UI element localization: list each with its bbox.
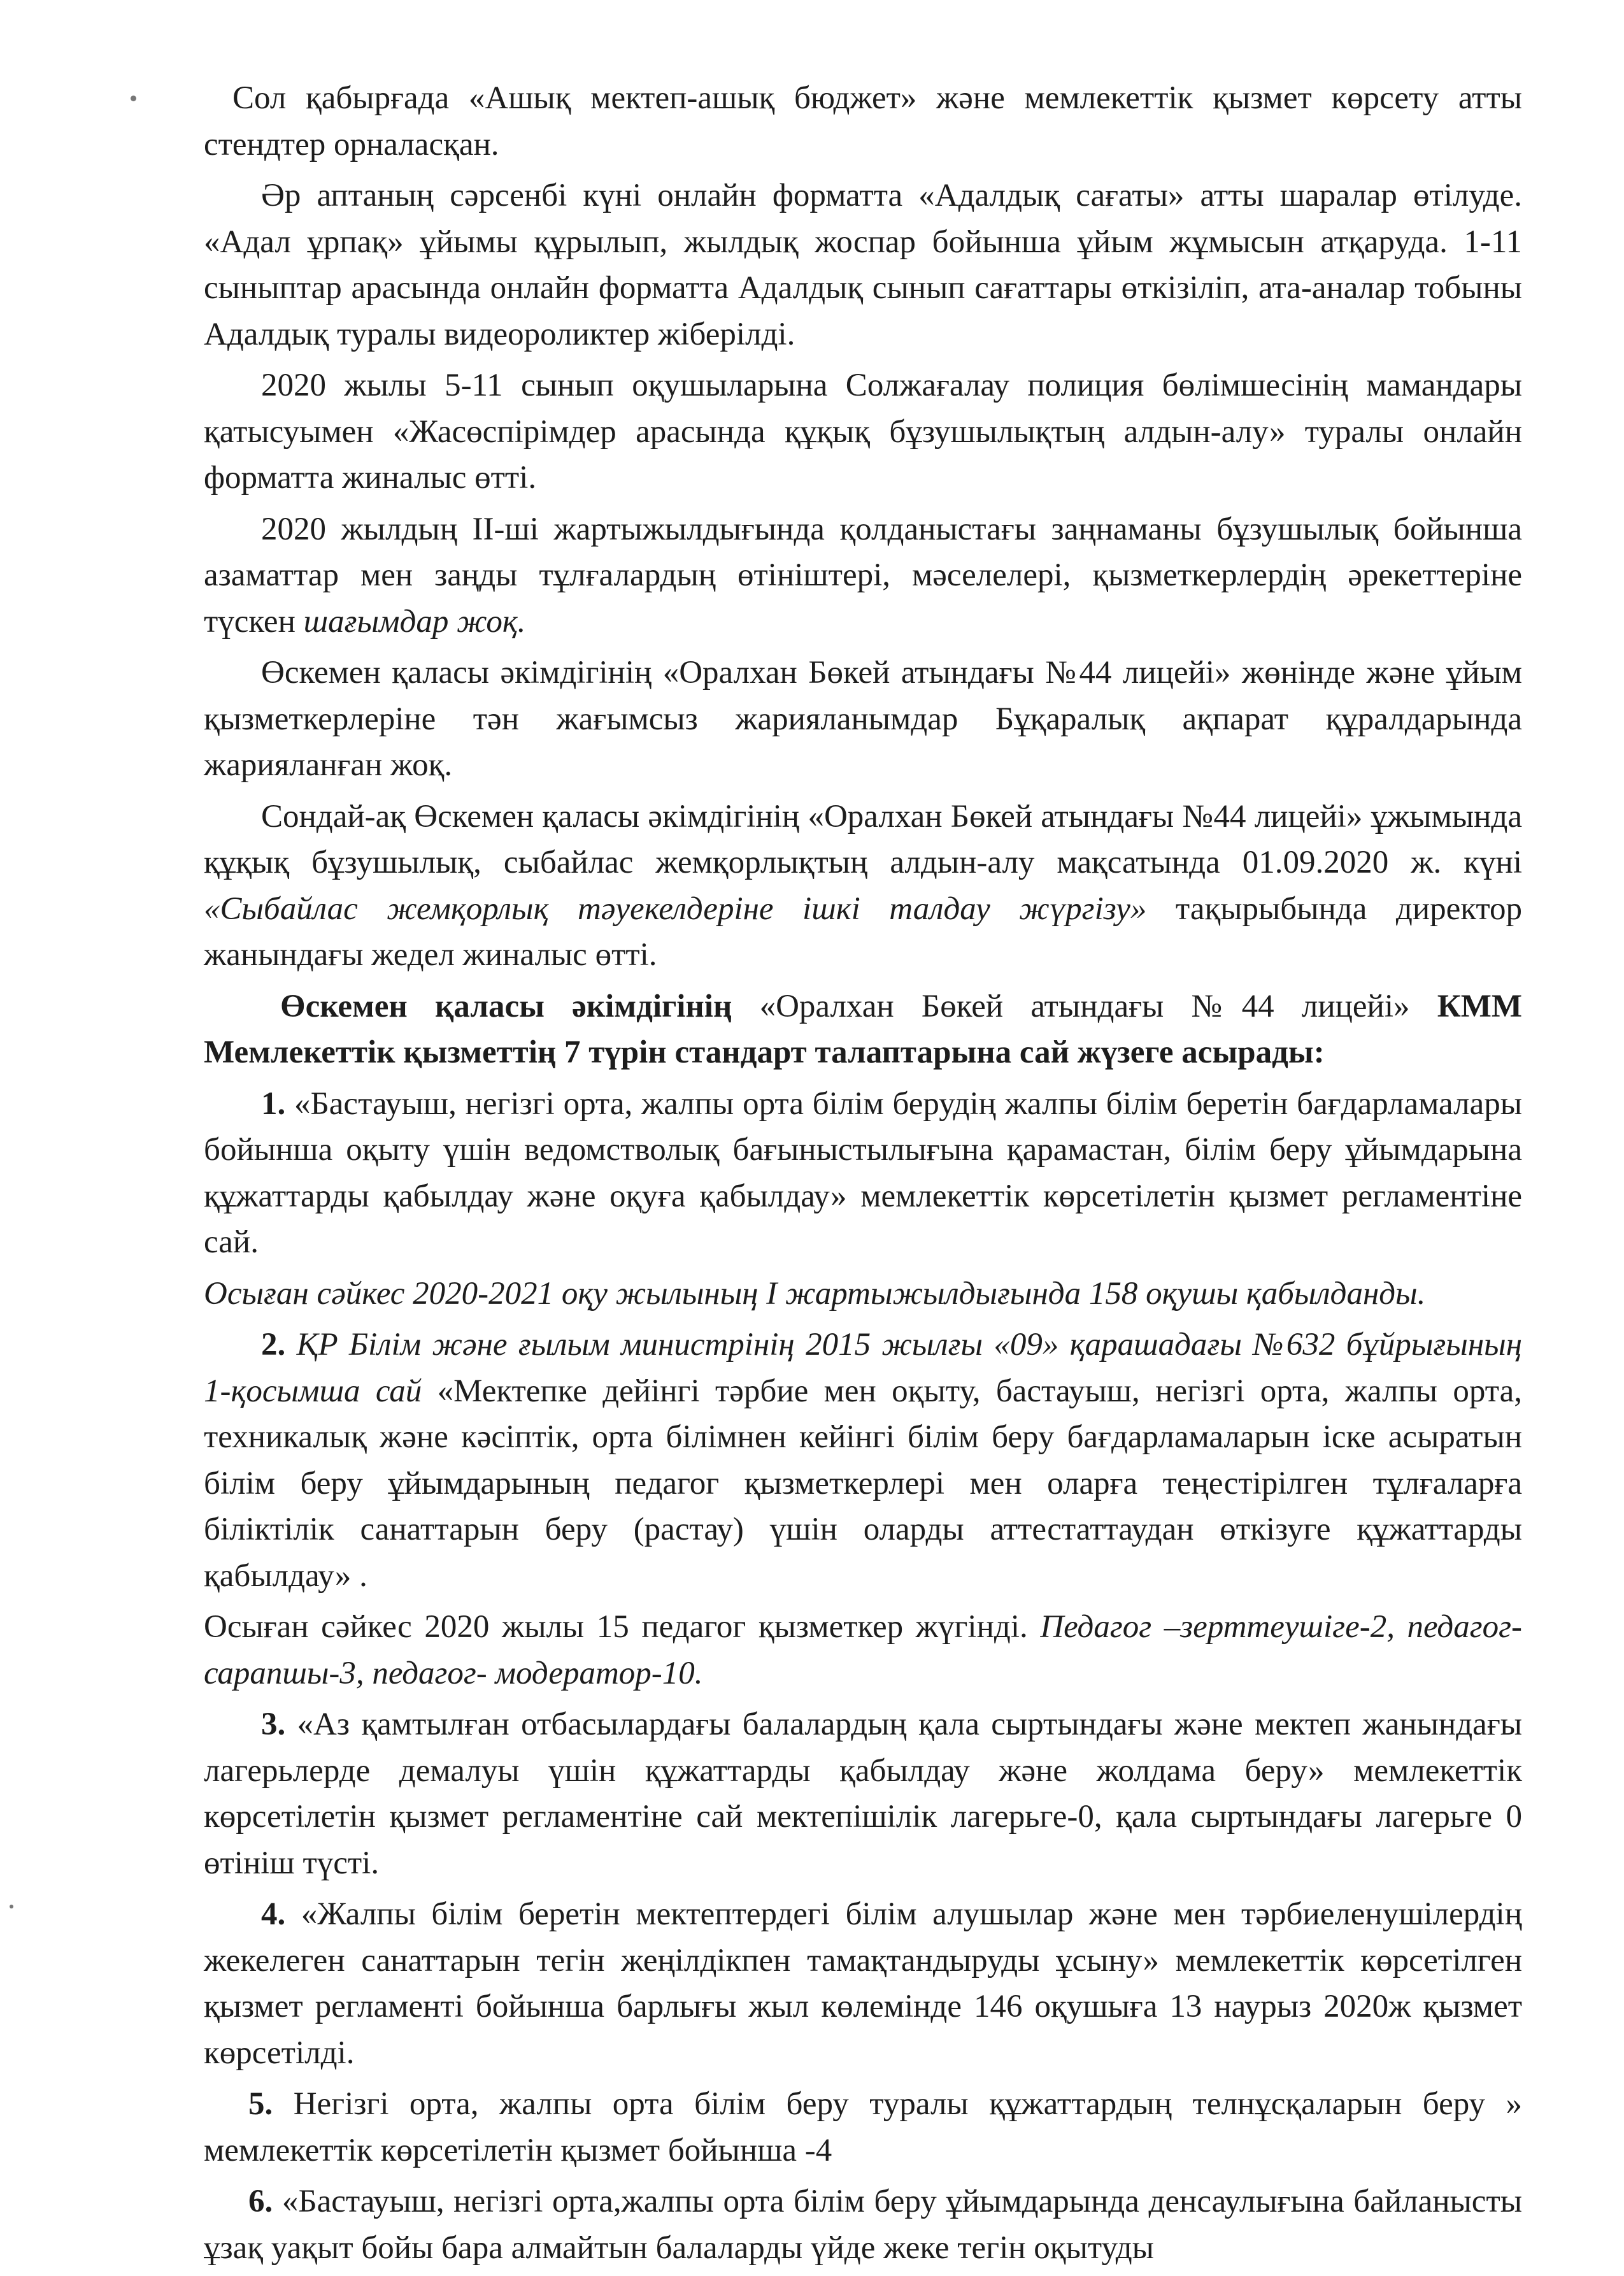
scan-speck-bottom (10, 1905, 13, 1908)
heading-bold-end: КММ Мемлекеттік қызметтің 7 түрін стандарт талаптарына сай жүзеге асырады: (204, 988, 1522, 1070)
paragraph-media (204, 650, 1522, 789)
list-text: «Мектепке дейінгі тәрбие мен оқыту, бастауыш, негізгі орта, жалпы орта, техникалық және кәсіптік, орта білімнен кейінгі білім беру бағдарламаларын іске асыратын білім беру ұйымдарының педагог қызметкерлері мен оларға теңестірілген тұлғаларға біліктілік санаттарын беру (растау) үшін оларды аттестаттаудан өткізуге құжаттарды қабылдау» . (204, 1373, 1522, 1594)
paragraph-italic: Осыған сәйкес 2020-2021 оқу жылының І жартыжылдығында 158 оқушы қабылданды. (204, 1275, 1426, 1312)
document-body (204, 75, 1522, 2276)
heading-bold-start: Өскемен қаласы әкімдігінің (280, 988, 732, 1024)
list-text: «Бастауыш, негізгі орта,жалпы орта білім беру ұйымдарында денсаулығына байланысты ұзақ уақыт бойы бара алмайтын балаларды үйде жеке тегін оқытуды (204, 2184, 1522, 2266)
paragraph-services-heading (204, 984, 1522, 1076)
list-item-2 (204, 1322, 1522, 1599)
scan-speck-top (131, 96, 136, 101)
list-item-3 (204, 1701, 1522, 1886)
paragraph-admitted-students (204, 1271, 1522, 1317)
paragraph-complaints (204, 506, 1522, 645)
list-number: 2. (261, 1327, 286, 1363)
paragraph-honesty-hour (204, 173, 1522, 357)
paragraph-text: Әр аптаның сәрсенбі күні онлайн форматта «Адалдық сағаты» атты шаралар өтілуде. «Адал ұрпақ» ұйымы құрылып, жылдық жоспар бойынша ұйым жұмысын атқаруда. 1-11 сыныптар арасында онлайн форматта Адалдық сынып сағаттары өткізіліп, ата-аналар тобыны Адалдық туралы видеороликтер жіберілді. (204, 178, 1522, 352)
paragraph-stands (204, 75, 1522, 168)
list-number: 1. (261, 1085, 286, 1122)
paragraph-text-tail: тақырыбында директор жанындағы жедел жиналыс өтті. (204, 891, 1522, 973)
list-item-1 (204, 1081, 1522, 1266)
list-text: «Бастауыш, негізгі орта, жалпы орта білім берудің жалпы білім беретін бағдарламалары бойынша оқыту үшін ведомстволық бағыныстылығына қарамастан, білім беру ұйымдарына құжаттарды қабылдау және оқуға қабылдау» мемлекеттік көрсетілетін қызмет регламентіне сай. (204, 1085, 1522, 1260)
paragraph-italic: шағымдар жоқ. (303, 603, 526, 640)
paragraph-corruption-meeting (204, 794, 1522, 978)
list-text: Негізгі орта, жалпы орта білім беру туралы құжаттардың телнұсқаларын беру » мемлекеттік көрсетілетін қызмет бойынша -4 (204, 2086, 1522, 2168)
paragraph-police-meeting (204, 362, 1522, 501)
paragraph-text: Сол қабырғада «Ашық мектеп-ашық бюджет» және мемлекеттік қызмет көрсету атты стендтер орналасқан. (204, 80, 1522, 162)
list-number: 3. (261, 1707, 286, 1742)
list-number: 6. (248, 2184, 273, 2219)
list-item-6 (204, 2179, 1522, 2271)
paragraph-italic: Педагог –зерттеушіге-2, педагог-сарапшы-3, педагог- модератор-10. (204, 1609, 1522, 1691)
paragraph-teacher-attestation (204, 1604, 1522, 1696)
paragraph-text: Өскемен қаласы әкімдігінің «Оралхан Бөкей атындағы №44 лицейі» жөнінде және ұйым қызметкерлеріне тән жағымсыз жарияланымдар Бұқаралық ақпарат құралдарында жарияланған жоқ. (204, 655, 1522, 783)
paragraph-text: 2020 жылдың ІІ-ші жартыжылдығында қолданыстағы заңнаманы бұзушылық бойынша азаматтар мен заңды тұлғалардың өтініштері, мәселелері, қызметкерлердің әрекеттеріне түскен (204, 511, 1522, 640)
paragraph-italic: «Сыбайлас жемқорлық тәуекелдеріне ішкі талдау жүргізу» (204, 891, 1147, 927)
paragraph-text: Сондай-ақ Өскемен қаласы әкімдігінің «Оралхан Бөкей атындағы №44 лицейі» ұжымында құқық бұзушылық, сыбайлас жемқорлықтың алдын-алу мақсатында 01.09.2020 ж. күні (204, 798, 1522, 880)
list-item-4 (204, 1891, 1522, 2076)
heading-text: «Оралхан Бөкей атындағы №44 лицейі» (732, 988, 1437, 1024)
paragraph-text: 2020 жылы 5-11 сынып оқушыларына Солжағалау полиция бөлімшесінің мамандары қатысуымен «Жасөспірімдер арасында құқық бұзушылықтың алдын-алу» туралы онлайн форматта жиналыс өтті. (204, 368, 1522, 496)
list-italic: ҚР Білім және ғылым министрінің 2015 жылғы «09» қарашадағы №632 бұйрығының 1-қосымша сай (204, 1327, 1522, 1409)
list-number: 4. (261, 1896, 286, 1932)
list-text: «Жалпы білім беретін мектептердегі білім алушылар және мен тәрбиеленушілердің жекелеген санаттарын тегін жеңілдікпен тамақтандыруды ұсыну» мемлекеттік көрсетілген қызмет регламенті бойынша барлығы жыл көлемінде 146 оқушыға 13 наурыз 2020ж қызмет көрсетілді. (204, 1896, 1522, 2071)
paragraph-text: Осыған сәйкес 2020 жылы 15 педагог қызметкер жүгінді. (204, 1609, 1041, 1645)
list-item-5 (204, 2081, 1522, 2173)
list-text: «Аз қамтылған отбасылардағы балалардың қала сыртындағы және мектеп жанындағы лагерьлерде демалуы үшін құжаттарды қабылдау және жолдама беру» мемлекеттік көрсетілетін қызмет регламентіне сай мектепішілік лагерьге-0, қала сыртындағы лагерьге 0 өтініш түсті. (204, 1707, 1522, 1881)
list-number: 5. (248, 2086, 273, 2122)
